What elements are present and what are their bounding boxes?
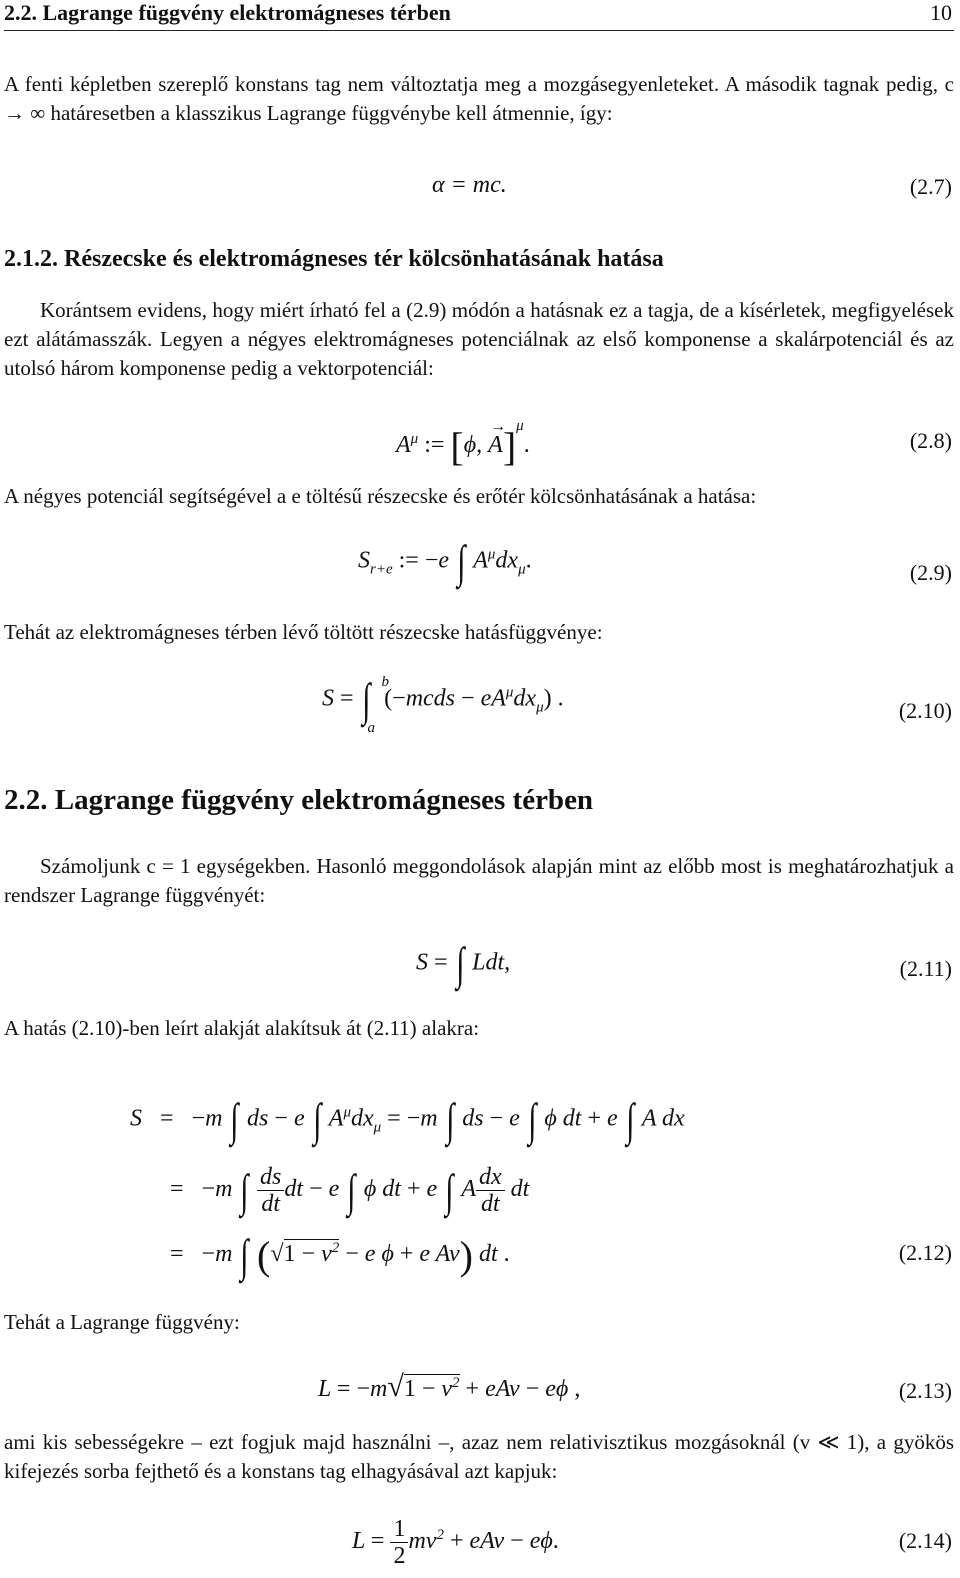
equation-2-13: $L = -m√1 - v^2$ + eAv − eϕ ,: [318, 1370, 581, 1403]
equation-number-2-13: (2.13): [898, 1378, 952, 1403]
paragraph-transform: A hatás (2.10)-ben leírt alakját alakítsuk át (2.11) alakra:: [4, 1016, 480, 1040]
subsection-heading: 2.1.2. Részecske és elektromágneses tér kölcsönhatásának hatása: [4, 246, 664, 272]
equation-number-2-12: (2.12): [898, 1240, 952, 1265]
equation-number-2-9: (2.9): [909, 560, 952, 585]
equation-2-11: S = ∫ Ldt,: [416, 938, 511, 989]
paragraph-intro: A fenti képletben szereplő konstans tag nem változtatja meg a mozgásegyenleteket. A második tagnak pedig, c → ∞ határesetben a klasszikus Lagrange függvénybe kell átmennie, így:: [4, 72, 954, 125]
paragraph-units: Számoljunk c = 1 egységekben. Hasonló meggondolások alapján mint az előbb most is meghatározhatjuk a rendszer Lagrange függvényét:: [4, 854, 954, 907]
equation-number-2-8: (2.8): [909, 428, 952, 453]
equation-2-14: L = $\frac{1}{2}$ $mv^2$ + eAv − eϕ.: [352, 1516, 559, 1569]
running-title: 2.2. Lagrange függvény elektromágneses térben: [4, 0, 451, 25]
paragraph-small-velocity: ami kis sebességekre – ezt fogjuk majd használni –, azaz nem relativisztikus mozgásoknál (v ≪ 1), a gyökös kifejezés sorba fejthető és a konstans tag elhagyásával azt kapjuk:: [4, 1430, 954, 1483]
equation-number-2-14: (2.14): [898, 1528, 952, 1553]
equation-number-2-7: (2.7): [909, 174, 952, 199]
equation-number-2-10: (2.10): [898, 698, 952, 723]
paragraph-potential: Korántsem evidens, hogy miért írható fel a (2.9) módón a hatásnak ez a tagja, de a kísérletek, megfigyelések ezt alátámasszák. Legyen a négyes elektromágneses potenciálnak az első komponense a skalárpotenciál és az utolsó három komponense pedig a vektorpotenciál:: [4, 298, 954, 380]
section-heading: 2.2. Lagrange függvény elektromágneses térben: [4, 784, 594, 816]
equation-2-12-line-2: = −m ∫ $\frac{ds}{dt}$ dt − e ∫ ϕ dt + e ∫ A $\frac{dx}{dt}$ dt: [170, 1164, 530, 1217]
equation-2-9: $S_{r+e}$ := −e ∫ $A^\mu dx_\mu$.: [358, 536, 532, 587]
paragraph-action-function: Tehát az elektromágneses térben lévő töltött részecske hatásfüggvénye:: [4, 620, 603, 644]
header-rule: [4, 30, 954, 31]
equation-2-12-line-1: S = −m ∫ ds − e ∫ $A^\mu dx_\mu = -m$ ∫ ds − e ∫ ϕ dt + e ∫ A dx: [130, 1094, 685, 1145]
equation-number-2-11: (2.11): [899, 956, 952, 981]
page-number: 10: [930, 0, 952, 25]
equation-2-10: S = ∫ b a (−mcds − $eA^\mu dx_\mu$) .: [322, 674, 564, 736]
paragraph-lagrangian-intro: Tehát a Lagrange függvény:: [4, 1310, 240, 1334]
paragraph-interaction: A négyes potenciál segítségével a e töltésű részecske és erőtér kölcsönhatásának a hatása:: [4, 484, 757, 508]
equation-2-12-line-3: = −m ∫ ($√1 - v^2 - e$ ϕ + e Av) dt .: [170, 1229, 510, 1281]
equation-2-7: α = mc.: [432, 172, 507, 198]
equation-2-8: $A^\mu$ := [ϕ, A → ]$^\mu$.: [396, 418, 530, 469]
